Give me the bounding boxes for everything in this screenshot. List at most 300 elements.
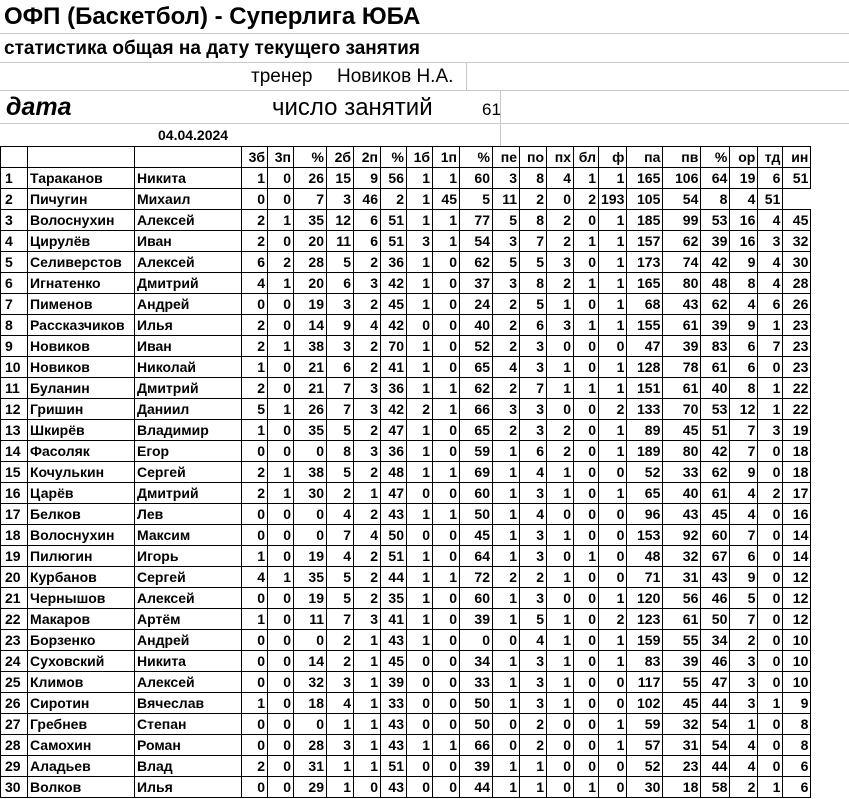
stat-cell: 0: [574, 735, 599, 756]
stat-cell: 59: [460, 441, 493, 462]
stat-cell: 36: [381, 441, 407, 462]
row-number-cell: 28: [1, 735, 28, 756]
stat-cell: 8: [730, 273, 758, 294]
table-row: [1, 189, 811, 210]
column-header: %: [701, 147, 730, 168]
stat-cell: 2: [547, 210, 574, 231]
stat-cell: 3: [520, 693, 547, 714]
stat-cell: 1: [268, 567, 294, 588]
stat-cell: 7: [730, 420, 758, 441]
stat-cell: 0: [268, 588, 294, 609]
stat-cell: 31: [663, 735, 701, 756]
stat-cell: 2: [520, 714, 547, 735]
stat-cell: 1: [407, 294, 433, 315]
stat-cell: 2: [547, 441, 574, 462]
stat-cell: 39: [663, 651, 701, 672]
stat-cell: 1: [547, 483, 574, 504]
stat-cell: 0: [242, 441, 268, 462]
stat-cell: 0: [547, 399, 574, 420]
stat-cell: 3: [354, 609, 381, 630]
stat-cell: 0: [242, 588, 268, 609]
stat-cell: 43: [381, 504, 407, 525]
table-row: [1, 525, 811, 546]
stat-cell: 42: [381, 399, 407, 420]
stat-cell: 5: [242, 399, 268, 420]
row-number-cell: 12: [1, 399, 28, 420]
table-row: [1, 714, 811, 735]
stat-cell: 56: [381, 168, 407, 189]
stat-cell: 7: [520, 231, 547, 252]
stat-cell: 1: [574, 168, 599, 189]
stat-cell: 6: [783, 756, 811, 777]
stat-cell: 1: [433, 210, 460, 231]
stat-cell: 28: [294, 252, 327, 273]
stat-cell: 33: [460, 672, 493, 693]
stat-cell: 1: [407, 189, 433, 210]
stat-cell: 1: [242, 609, 268, 630]
stat-cell: 2: [381, 189, 407, 210]
stat-cell: 1: [354, 714, 381, 735]
stat-cell: 0: [242, 525, 268, 546]
stat-cell: 14: [783, 546, 811, 567]
stat-cell: 0: [547, 336, 574, 357]
stat-cell: 3: [547, 315, 574, 336]
stat-cell: 18: [783, 462, 811, 483]
stat-cell: 50: [460, 714, 493, 735]
stat-cell: 50: [701, 609, 730, 630]
stat-cell: 31: [663, 567, 701, 588]
stat-cell: 133: [627, 399, 663, 420]
stat-cell: 7: [758, 336, 783, 357]
column-header: пв: [663, 147, 701, 168]
stat-cell: 30: [294, 483, 327, 504]
stat-cell: 35: [294, 210, 327, 231]
stat-cell: 0: [599, 567, 627, 588]
stat-cell: 1: [433, 378, 460, 399]
stat-cell: 0: [268, 672, 294, 693]
stat-cell: 21: [294, 357, 327, 378]
report-date: 04.04.2024: [158, 127, 229, 143]
stat-cell: 1: [354, 630, 381, 651]
stat-cell: 43: [381, 714, 407, 735]
stat-cell: 9: [730, 252, 758, 273]
stat-cell: 1: [268, 483, 294, 504]
row-number-cell: 29: [1, 756, 28, 777]
stat-cell: 70: [381, 336, 407, 357]
stat-cell: 0: [268, 756, 294, 777]
first-name-cell: Максим: [135, 525, 242, 546]
stat-cell: 1: [547, 567, 574, 588]
stat-cell: 0: [599, 777, 627, 798]
stat-cell: 0: [599, 672, 627, 693]
stat-cell: 155: [627, 315, 663, 336]
stat-cell: 4: [730, 756, 758, 777]
stat-cell: 16: [783, 504, 811, 525]
stat-cell: 1: [268, 399, 294, 420]
stat-cell: 83: [627, 651, 663, 672]
stat-cell: 5: [327, 588, 354, 609]
surname-cell: Игнатенко: [28, 273, 135, 294]
lessons-count-value: 61: [482, 100, 501, 119]
stat-cell: 99: [663, 210, 701, 231]
stat-cell: 0: [599, 525, 627, 546]
stat-cell: 47: [381, 420, 407, 441]
stat-cell: 9: [730, 462, 758, 483]
stat-cell: 2: [354, 504, 381, 525]
stat-cell: 1: [493, 588, 520, 609]
first-name-cell: Лев: [135, 504, 242, 525]
stat-cell: 1: [758, 399, 783, 420]
stat-cell: 3: [520, 651, 547, 672]
table-row: [1, 504, 811, 525]
stat-cell: 0: [758, 672, 783, 693]
row-number-cell: 30: [1, 777, 28, 798]
stat-cell: 1: [407, 588, 433, 609]
stat-cell: 10: [783, 630, 811, 651]
stat-cell: 21: [294, 378, 327, 399]
stat-cell: 0: [407, 756, 433, 777]
row-number-cell: 17: [1, 504, 28, 525]
stat-cell: 0: [294, 441, 327, 462]
stat-cell: 45: [663, 420, 701, 441]
stat-cell: 4: [520, 630, 547, 651]
stat-cell: 6: [242, 252, 268, 273]
stat-cell: 10: [783, 651, 811, 672]
stat-cell: 3: [758, 420, 783, 441]
stat-cell: 0: [242, 189, 268, 210]
stat-cell: 7: [327, 609, 354, 630]
stat-cell: 19: [294, 588, 327, 609]
surname-cell: Чернышов: [28, 588, 135, 609]
row-number-cell: 4: [1, 231, 28, 252]
table-row: [1, 231, 811, 252]
stat-cell: 29: [294, 777, 327, 798]
stat-cell: 2: [327, 651, 354, 672]
stat-cell: 2: [599, 399, 627, 420]
stat-cell: 43: [381, 630, 407, 651]
stat-cell: 1: [354, 672, 381, 693]
stat-cell: 0: [268, 294, 294, 315]
stat-cell: 23: [783, 336, 811, 357]
column-header: бл: [574, 147, 599, 168]
first-name-cell: Алексей: [135, 252, 242, 273]
stat-cell: 0: [599, 693, 627, 714]
stat-cell: 7: [327, 378, 354, 399]
stat-cell: 2: [520, 567, 547, 588]
stat-cell: 18: [294, 693, 327, 714]
stat-cell: 6: [327, 273, 354, 294]
surname-cell: Тараканов: [28, 168, 135, 189]
column-header: тд: [758, 147, 783, 168]
stat-cell: 159: [627, 630, 663, 651]
stat-cell: 24: [460, 294, 493, 315]
stat-cell: 1: [547, 357, 574, 378]
stat-cell: 153: [627, 525, 663, 546]
stat-cell: 54: [701, 735, 730, 756]
stat-cell: 1: [547, 693, 574, 714]
stat-cell: 2: [574, 189, 599, 210]
stat-cell: 0: [574, 336, 599, 357]
surname-cell: Фасоляк: [28, 441, 135, 462]
surname-cell: Пилюгин: [28, 546, 135, 567]
stat-cell: 0: [433, 315, 460, 336]
table-row: [1, 420, 811, 441]
stat-cell: 22: [783, 378, 811, 399]
stat-cell: 42: [381, 315, 407, 336]
stat-cell: 92: [663, 525, 701, 546]
stat-cell: 2: [407, 399, 433, 420]
stat-cell: 1: [407, 609, 433, 630]
stat-cell: 19: [294, 546, 327, 567]
stat-cell: 0: [268, 231, 294, 252]
surname-cell: Волоснухин: [28, 525, 135, 546]
stat-cell: 4: [242, 273, 268, 294]
stat-cell: 1: [493, 672, 520, 693]
stat-cell: 36: [381, 252, 407, 273]
stat-cell: 64: [460, 546, 493, 567]
stat-cell: 1: [599, 420, 627, 441]
stat-cell: 39: [701, 315, 730, 336]
stat-cell: 4: [327, 504, 354, 525]
stat-cell: 1: [493, 462, 520, 483]
row-number-cell: 3: [1, 210, 28, 231]
stat-cell: 45: [433, 189, 460, 210]
stat-cell: 7: [520, 378, 547, 399]
table-row: [1, 336, 811, 357]
table-row: [1, 546, 811, 567]
stat-cell: 0: [407, 525, 433, 546]
stat-cell: 1: [493, 777, 520, 798]
stat-cell: 1: [493, 609, 520, 630]
stat-cell: 53: [701, 210, 730, 231]
stat-cell: 123: [627, 609, 663, 630]
stat-cell: 2: [354, 567, 381, 588]
stat-cell: 1: [354, 756, 381, 777]
row-number-cell: 8: [1, 315, 28, 336]
stat-cell: 0: [433, 273, 460, 294]
stat-cell: 23: [783, 315, 811, 336]
stat-cell: 1: [758, 378, 783, 399]
stat-cell: 1: [599, 231, 627, 252]
row-number-cell: 1: [1, 168, 28, 189]
row-number-cell: 14: [1, 441, 28, 462]
stat-cell: 6: [730, 357, 758, 378]
stat-cell: 1: [242, 693, 268, 714]
stat-cell: 18: [663, 777, 701, 798]
stat-cell: 1: [354, 651, 381, 672]
stat-cell: 46: [354, 189, 381, 210]
stat-cell: 4: [327, 693, 354, 714]
stat-cell: 3: [327, 735, 354, 756]
stat-cell: 2: [242, 336, 268, 357]
stat-cell: 33: [381, 693, 407, 714]
stat-cell: 2: [354, 588, 381, 609]
stat-cell: 0: [574, 588, 599, 609]
stat-cell: 1: [407, 504, 433, 525]
stat-cell: 0: [433, 588, 460, 609]
surname-cell: Белков: [28, 504, 135, 525]
stat-cell: 1: [407, 273, 433, 294]
stat-cell: 6: [520, 441, 547, 462]
stat-cell: 89: [627, 420, 663, 441]
row-number-cell: 22: [1, 609, 28, 630]
stat-cell: 42: [701, 252, 730, 273]
stat-cell: 6: [327, 357, 354, 378]
stat-cell: 3: [493, 399, 520, 420]
stat-cell: 2: [242, 378, 268, 399]
stat-cell: 61: [701, 483, 730, 504]
stat-cell: 1: [407, 420, 433, 441]
stat-cell: 66: [460, 735, 493, 756]
stat-cell: 39: [663, 336, 701, 357]
stat-cell: 165: [627, 273, 663, 294]
stat-cell: 1: [599, 315, 627, 336]
surname-cell: Борзенко: [28, 630, 135, 651]
stat-cell: 2: [493, 315, 520, 336]
surname-cell: Гребнев: [28, 714, 135, 735]
stat-cell: 1: [268, 273, 294, 294]
table-row: [1, 735, 811, 756]
stat-cell: 1: [327, 756, 354, 777]
stat-cell: 0: [574, 483, 599, 504]
stat-cell: 51: [701, 420, 730, 441]
stat-cell: 6: [783, 777, 811, 798]
stat-cell: 3: [520, 357, 547, 378]
surname-cell: Аладьев: [28, 756, 135, 777]
stat-cell: 1: [354, 735, 381, 756]
stat-cell: 35: [381, 588, 407, 609]
stat-cell: 1: [520, 777, 547, 798]
stat-cell: 2: [547, 273, 574, 294]
sheet-gridline: [466, 62, 467, 90]
stat-cell: 1: [547, 294, 574, 315]
stat-cell: 51: [783, 168, 811, 189]
stat-cell: 0: [574, 210, 599, 231]
stat-cell: 173: [627, 252, 663, 273]
stat-cell: 41: [381, 609, 407, 630]
stat-cell: 32: [783, 231, 811, 252]
surname-cell: Новиков: [28, 357, 135, 378]
stat-cell: 0: [758, 756, 783, 777]
row-number-cell: 5: [1, 252, 28, 273]
surname-cell: Селиверстов: [28, 252, 135, 273]
stat-cell: 83: [701, 336, 730, 357]
stat-cell: 2: [354, 336, 381, 357]
stat-cell: 45: [460, 525, 493, 546]
stat-cell: 1: [433, 168, 460, 189]
stat-cell: 42: [381, 273, 407, 294]
stat-cell: 30: [783, 252, 811, 273]
stat-cell: 0: [268, 357, 294, 378]
stat-cell: 35: [294, 420, 327, 441]
stat-cell: 5: [327, 420, 354, 441]
stat-cell: 3: [520, 483, 547, 504]
coach-label: тренер: [251, 66, 313, 87]
stat-cell: 0: [268, 630, 294, 651]
stat-cell: 0: [758, 630, 783, 651]
stat-cell: 65: [627, 483, 663, 504]
stat-cell: 62: [460, 252, 493, 273]
table-row: [1, 441, 811, 462]
column-header: пх: [547, 147, 574, 168]
stat-cell: 14: [294, 315, 327, 336]
stat-cell: 0: [493, 735, 520, 756]
stat-cell: 96: [627, 504, 663, 525]
stat-cell: 7: [730, 441, 758, 462]
stat-cell: 1: [493, 546, 520, 567]
stat-cell: 12: [783, 588, 811, 609]
stat-cell: 47: [701, 672, 730, 693]
stat-cell: 45: [663, 693, 701, 714]
surname-cell: Сиротин: [28, 693, 135, 714]
stat-cell: 31: [294, 756, 327, 777]
sheet-gridline: [0, 90, 849, 91]
stat-cell: 74: [663, 252, 701, 273]
surname-cell: Самохин: [28, 735, 135, 756]
stat-cell: 0: [433, 609, 460, 630]
stat-cell: 80: [663, 273, 701, 294]
stat-cell: 4: [520, 504, 547, 525]
stat-cell: 17: [783, 483, 811, 504]
column-header: [135, 147, 242, 168]
stat-cell: 11: [327, 231, 354, 252]
stat-cell: 9: [354, 168, 381, 189]
stat-cell: 105: [627, 189, 663, 210]
row-number-cell: 10: [1, 357, 28, 378]
stat-cell: 0: [758, 525, 783, 546]
table-row: [1, 273, 811, 294]
column-header: [28, 147, 135, 168]
first-name-cell: Вячеслав: [135, 693, 242, 714]
stat-cell: 8: [783, 735, 811, 756]
stat-cell: 185: [627, 210, 663, 231]
stat-cell: 3: [758, 231, 783, 252]
stat-cell: 2: [547, 231, 574, 252]
stat-cell: 0: [242, 630, 268, 651]
stat-cell: 3: [354, 441, 381, 462]
stat-cell: 0: [268, 651, 294, 672]
stat-cell: 48: [701, 273, 730, 294]
stat-cell: 42: [701, 441, 730, 462]
stat-cell: 3: [520, 588, 547, 609]
stat-cell: 56: [663, 588, 701, 609]
stat-cell: 0: [599, 546, 627, 567]
stat-cell: 1: [547, 609, 574, 630]
table-row: [1, 210, 811, 231]
stat-cell: 1: [407, 567, 433, 588]
stat-cell: 1: [354, 483, 381, 504]
column-header: 3б: [242, 147, 268, 168]
stat-cell: 0: [268, 420, 294, 441]
stat-cell: 165: [627, 168, 663, 189]
stat-cell: 1: [493, 441, 520, 462]
first-name-cell: Никита: [135, 651, 242, 672]
table-row: [1, 294, 811, 315]
stat-cell: 14: [783, 525, 811, 546]
surname-cell: Буланин: [28, 378, 135, 399]
stat-cell: 6: [354, 231, 381, 252]
stat-cell: 28: [783, 273, 811, 294]
surname-cell: Волоснухин: [28, 210, 135, 231]
stat-cell: 8: [520, 210, 547, 231]
stat-cell: 0: [599, 336, 627, 357]
stat-cell: 2: [327, 630, 354, 651]
stat-cell: 3: [407, 231, 433, 252]
stat-cell: 48: [381, 462, 407, 483]
stat-cell: 32: [663, 546, 701, 567]
stat-cell: 102: [627, 693, 663, 714]
stat-cell: 0: [242, 714, 268, 735]
